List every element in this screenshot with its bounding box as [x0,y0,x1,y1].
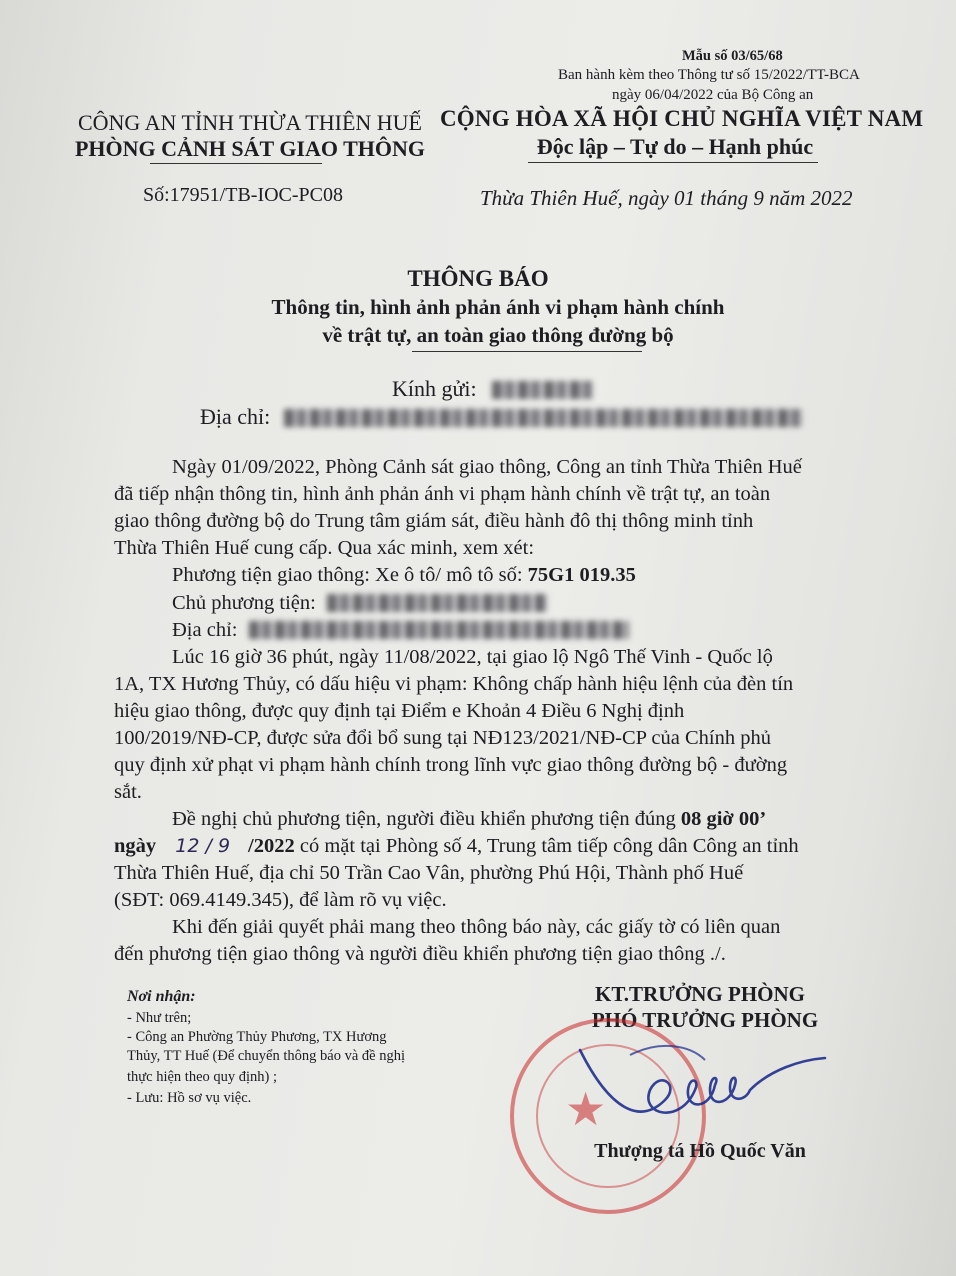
redacted-owner-address [249,621,629,639]
p1-line-4: Thừa Thiên Huế cung cấp. Qua xác minh, xem xét: [114,537,535,559]
signer-name: Thượng tá Hồ Quốc Văn [594,1140,806,1162]
issued-with-line-2: ngày 06/04/2022 của Bộ Công an [612,87,814,103]
vehicle-label: Phương tiện giao thông: Xe ô tô/ mô tô số: [172,564,528,586]
agency-underline [150,163,322,164]
p4-line-1: Khi đến giải quyết phải mang theo thông báo này, các giấy tờ có liên quan [172,916,781,938]
document-subtitle-1: Thông tin, hình ảnh phản ánh vi phạm hành chính [271,295,725,319]
p2-line-2: 1A, TX Hương Thủy, có dấu hiệu vi phạm: Không chấp hành hiệu lệnh của đèn tín [114,673,794,695]
p3-line-1-text: Đề nghị chủ phương tiện, người điều khiển phương tiện đúng [172,808,681,830]
country-name: CỘNG HÒA XÃ HỘI CHỦ NGHĨA VIỆT NAM [440,106,924,131]
vehicle-line [172,562,636,588]
p3-line-3: Thừa Thiên Huế, địa chỉ 50 Trần Cao Vân, phường Phú Hội, Thành phố Huế [114,862,744,884]
recipients-line-2: - Công an Phường Thủy Phương, TX Hương [127,1029,387,1045]
p1-line-2: đã tiếp nhận thông tin, hình ảnh phản ánh vi phạm hành chính về trật tự, an toàn [114,483,771,505]
appointment-time: 08 giờ 00’ [680,808,767,830]
to-label: Kính gửi: [392,376,477,401]
handwritten-date: 12 / 9 [175,835,231,857]
document-title: THÔNG BÁO [407,266,549,291]
owner-line [172,590,547,616]
p2-line-6: sắt. [114,781,142,803]
title-underline [412,351,642,352]
place-and-date: Thừa Thiên Huế, ngày 01 tháng 9 năm 2022 [480,186,853,210]
signature-position: PHÓ TRƯỞNG PHÒNG [591,1008,819,1032]
signature-on-behalf: KT.TRƯỞNG PHÒNG [595,982,805,1006]
recipients-title: Nơi nhận: [127,988,196,1005]
agency-name: CÔNG AN TỈNH THỪA THIÊN HUẾ [77,110,422,135]
recipient-label [392,376,592,402]
motto-underline [528,162,818,163]
redacted-recipient-name [492,381,592,399]
address-label: Địa chỉ: [200,404,271,429]
p2-line-4: 100/2019/NĐ-CP, được sửa đổi bổ sung tại NĐ123/2021/NĐ-CP của Chính phủ [114,727,771,749]
redacted-owner-name [327,594,547,612]
p1-line-1: Ngày 01/09/2022, Phòng Cảnh sát giao thông, Công an tỉnh Thừa Thiên Huế [172,456,802,478]
form-number: Mẫu số 03/65/68 [682,48,783,64]
p2-line-1: Lúc 16 giờ 36 phút, ngày 11/08/2022, tại giao lộ Ngô Thế Vinh - Quốc lộ [172,646,773,668]
document-number: Số:17951/TB-IOC-PC08 [143,184,344,206]
recipients-line-1: - Như trên; [127,1010,192,1026]
recipients-line-5: - Lưu: Hồ sơ vụ việc. [127,1090,252,1106]
recipients-line-3: Thủy, TT Huế (Để chuyển thông báo và đề nghị [127,1048,405,1064]
owner-address-line [172,617,629,643]
p2-line-3: hiệu giao thông, được quy định tại Điểm e Khoản 4 Điều 6 Nghị định [114,700,685,722]
stamp-star-icon: ★ [565,1084,607,1135]
p4-line-2: đến phương tiện giao thông và người điều khiển phương tiện giao thông ./. [114,943,726,965]
issued-with-line-1: Ban hành kèm theo Thông tư số 15/2022/TT-BCA [558,67,860,83]
p3-line-1 [172,806,766,832]
vehicle-plate: 75G1 019.35 [527,564,636,586]
p3-line-2 [114,833,799,859]
department-name: PHÒNG CẢNH SÁT GIAO THÔNG [74,136,425,161]
national-motto: Độc lập – Tự do – Hạnh phúc [536,134,814,159]
p1-line-3: giao thông đường bộ do Trung tâm giám sát, điều hành đô thị thông minh tỉnh [114,510,754,532]
p3-line-2-text: có mặt tại Phòng số 4, Trung tâm tiếp công dân Công an tỉnh [294,835,799,857]
handwritten-signature [570,1030,830,1140]
date-label: ngày [114,835,157,857]
recipient-address [200,404,804,430]
owner-label: Chủ phương tiện: [172,592,316,614]
p2-line-5: quy định xử phạt vi phạm hành chính trong lĩnh vực giao thông đường bộ - đường [114,754,788,776]
appointment-year: /2022 [248,835,295,857]
redacted-recipient-address [284,409,804,427]
p3-line-4: (SĐT: 069.4149.345), để làm rõ vụ việc. [114,889,447,911]
owner-address-label: Địa chỉ: [172,619,238,641]
recipients-line-4: thực hiện theo quy định) ; [127,1069,278,1085]
document-subtitle-2: về trật tự, an toàn giao thông đường bộ [322,323,674,347]
